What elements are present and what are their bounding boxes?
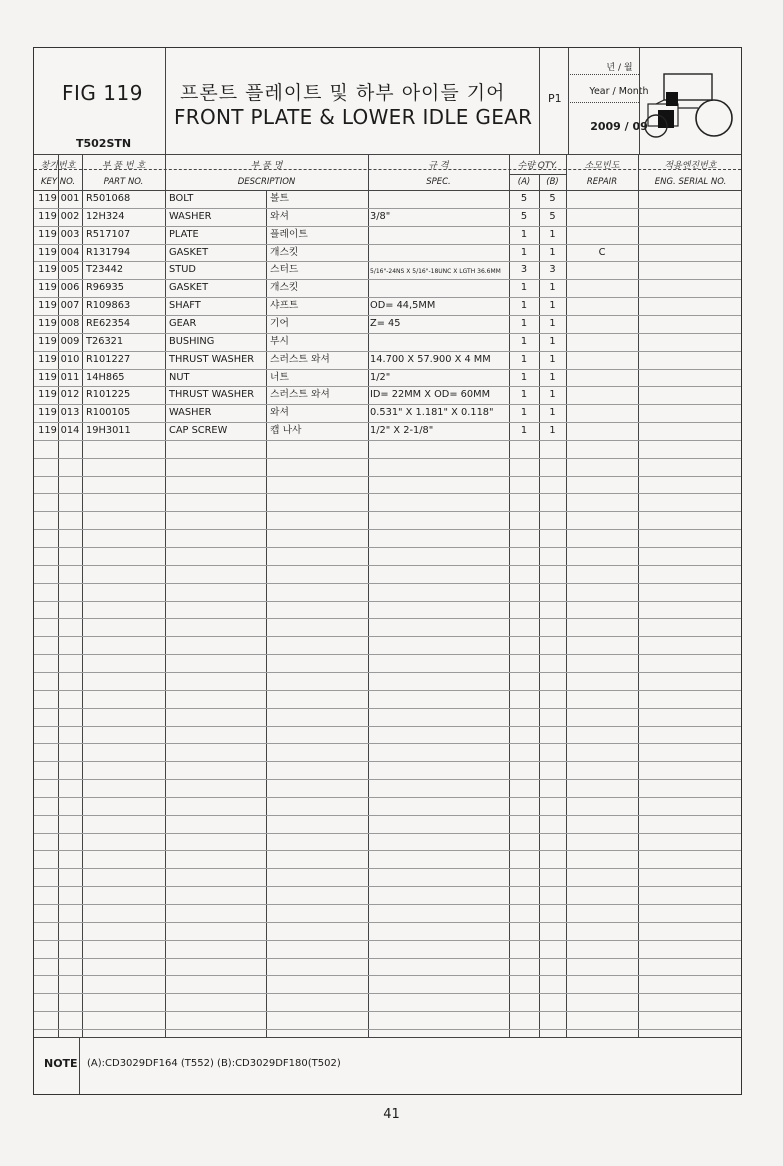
cell-a: 1 bbox=[520, 317, 528, 329]
cell-b: 1 bbox=[549, 371, 556, 383]
cell-a: 1 bbox=[520, 335, 528, 347]
cell-desc-ko: 플레이트 bbox=[270, 228, 308, 240]
cell-key: 012 bbox=[60, 389, 80, 401]
cell-a: 5 bbox=[520, 193, 528, 204]
cell-desc-ko: 스러스트 와셔 bbox=[270, 353, 330, 365]
cell-key: 008 bbox=[60, 317, 80, 329]
cell-fig: 119 bbox=[38, 210, 57, 222]
cell-fig: 119 bbox=[38, 264, 57, 276]
cell-repair: C bbox=[598, 246, 606, 258]
parts-catalog-sheet bbox=[33, 47, 742, 1095]
col-header-repair: REPAIR bbox=[586, 177, 618, 187]
cell-a: 1 bbox=[520, 371, 528, 383]
cell-spec: ID= 22MM X OD= 60MM bbox=[370, 389, 491, 401]
cell-key: 006 bbox=[60, 282, 80, 294]
cell-b: 1 bbox=[549, 407, 556, 419]
cell-a: 3 bbox=[520, 264, 528, 276]
row-rule bbox=[34, 351, 741, 352]
cell-key: 005 bbox=[60, 264, 80, 276]
cell-desc-ko: 볼트 bbox=[270, 193, 289, 204]
note-label: NOTE bbox=[44, 1057, 78, 1070]
col-header-qty-b: (B) bbox=[546, 177, 559, 187]
cell-desc-en: SHAFT bbox=[169, 300, 201, 312]
cell-desc-en: THRUST WASHER bbox=[169, 353, 255, 365]
note-divider bbox=[34, 1037, 741, 1038]
row-rule bbox=[34, 940, 741, 941]
cell-part: T26321 bbox=[86, 335, 124, 347]
qty-subdivider bbox=[509, 174, 566, 175]
cell-fig: 119 bbox=[38, 371, 57, 383]
cell-desc-ko: 샤프트 bbox=[270, 300, 299, 312]
page-number: 41 bbox=[383, 1107, 400, 1122]
cell-part: R101225 bbox=[86, 389, 131, 401]
col-header-part-ko: 부 품 번 호 bbox=[101, 161, 146, 171]
cell-desc-ko: 너트 bbox=[270, 371, 289, 383]
row-rule bbox=[34, 833, 741, 834]
row-rule bbox=[34, 297, 741, 298]
col-header-serial-ko: 적용엔진번호 bbox=[664, 161, 717, 171]
row-rule bbox=[34, 797, 741, 798]
row-rule bbox=[34, 369, 741, 370]
col-line-desc-ko bbox=[266, 190, 267, 1037]
cell-fig: 119 bbox=[38, 335, 57, 347]
cell-desc-en: THRUST WASHER bbox=[169, 389, 255, 401]
cell-b: 5 bbox=[549, 210, 556, 222]
cell-b: 1 bbox=[549, 246, 556, 258]
cell-key: 002 bbox=[60, 210, 80, 222]
cell-b: 1 bbox=[549, 335, 556, 347]
cell-desc-ko: 캡 나사 bbox=[270, 425, 302, 437]
cell-part: R96935 bbox=[86, 282, 124, 294]
cell-part: R109863 bbox=[86, 300, 131, 312]
cell-desc-ko: 스러스트 와셔 bbox=[270, 389, 330, 401]
cell-desc-en: GEAR bbox=[169, 317, 197, 329]
cell-b: 1 bbox=[549, 425, 556, 437]
row-rule bbox=[34, 529, 741, 530]
row-rule bbox=[34, 333, 741, 334]
row-rule bbox=[34, 565, 741, 566]
year-month-value: 2009 / 09 bbox=[590, 120, 648, 133]
cell-b: 1 bbox=[549, 389, 556, 401]
cell-desc-ko: 스터드 bbox=[270, 264, 299, 276]
row-rule bbox=[34, 279, 741, 280]
cell-b: 1 bbox=[549, 353, 556, 365]
row-rule bbox=[34, 922, 741, 923]
year-month-korean: 년 / 월 bbox=[606, 63, 633, 73]
cell-fig: 119 bbox=[38, 317, 57, 329]
cell-b: 1 bbox=[549, 317, 556, 329]
cell-desc-ko: 개스킷 bbox=[270, 282, 299, 294]
cell-desc-ko: 와셔 bbox=[270, 407, 289, 419]
cell-spec: 5/16"-24NS X 5/16"-18UNC X LGTH 36.6MM bbox=[370, 268, 501, 276]
cell-part: R131794 bbox=[86, 246, 131, 258]
header-vline-2 bbox=[539, 48, 540, 154]
cell-key: 007 bbox=[60, 300, 80, 312]
year-month-label: Year / Month bbox=[589, 86, 649, 97]
col-header-key-ko: 찾기번호 bbox=[40, 161, 76, 171]
row-rule bbox=[34, 868, 741, 869]
title-korean: 프론트 플레이트 및 하부 아이들 기어 bbox=[180, 82, 506, 104]
row-rule bbox=[34, 1029, 741, 1030]
cell-desc-en: NUT bbox=[169, 371, 190, 383]
header-divider bbox=[34, 154, 741, 155]
header-vline-1 bbox=[165, 48, 166, 154]
cell-desc-en: STUD bbox=[169, 264, 196, 276]
cell-b: 3 bbox=[549, 264, 556, 276]
cell-a: 1 bbox=[520, 228, 528, 240]
cell-desc-en: GASKET bbox=[169, 246, 209, 258]
cell-fig: 119 bbox=[38, 389, 57, 401]
cell-fig: 119 bbox=[38, 228, 57, 240]
row-rule bbox=[34, 315, 741, 316]
cell-spec: Z= 45 bbox=[370, 317, 401, 329]
row-rule bbox=[34, 476, 741, 477]
cell-fig: 119 bbox=[38, 246, 57, 258]
row-rule bbox=[34, 850, 741, 851]
cell-desc-ko: 와셔 bbox=[270, 210, 289, 222]
header-vline-3 bbox=[568, 48, 569, 154]
cell-part: 19H3011 bbox=[86, 425, 131, 437]
col-header-spec-ko: 규 격 bbox=[428, 161, 449, 171]
cell-b: 1 bbox=[549, 300, 556, 312]
ym-divider-1 bbox=[568, 74, 639, 75]
cell-a: 1 bbox=[520, 389, 528, 401]
col-header-spec: SPEC. bbox=[426, 177, 451, 187]
col-header-desc: DESCRIPTION bbox=[237, 177, 296, 187]
cell-key: 004 bbox=[60, 246, 80, 258]
cell-desc-en: BUSHING bbox=[169, 335, 215, 347]
row-rule bbox=[34, 208, 741, 209]
row-rule bbox=[34, 601, 741, 602]
cell-key: 009 bbox=[60, 335, 80, 347]
cell-a: 1 bbox=[520, 407, 528, 419]
row-rule bbox=[34, 547, 741, 548]
cell-a: 1 bbox=[520, 425, 528, 437]
cell-part: RE62354 bbox=[86, 317, 131, 329]
cell-fig: 119 bbox=[38, 193, 57, 204]
row-rule bbox=[34, 261, 741, 262]
cell-desc-ko: 기어 bbox=[270, 317, 289, 329]
model-code: T502STN bbox=[76, 137, 132, 150]
row-rule bbox=[34, 975, 741, 976]
row-rule bbox=[34, 904, 741, 905]
cell-key: 003 bbox=[60, 228, 80, 240]
cell-fig: 119 bbox=[38, 282, 57, 294]
header-vline-4 bbox=[639, 48, 640, 154]
cell-fig: 119 bbox=[38, 300, 57, 312]
row-rule bbox=[34, 244, 741, 245]
row-rule bbox=[34, 511, 741, 512]
cell-part: R517107 bbox=[86, 228, 131, 240]
cell-b: 1 bbox=[549, 282, 556, 294]
cell-part: R101227 bbox=[86, 353, 131, 365]
row-rule bbox=[34, 815, 741, 816]
cell-desc-ko: 부시 bbox=[270, 335, 289, 347]
row-rule bbox=[34, 458, 741, 459]
col-header-key: KEY NO. bbox=[40, 177, 76, 187]
figure-label: FIG 119 bbox=[62, 81, 143, 105]
cell-desc-en: GASKET bbox=[169, 282, 209, 294]
column-header-divider bbox=[34, 190, 741, 191]
row-rule bbox=[34, 386, 741, 387]
cell-key: 001 bbox=[60, 193, 80, 204]
cell-part: 12H324 bbox=[86, 210, 125, 222]
note-vline bbox=[79, 1037, 80, 1094]
cell-part: 14H865 bbox=[86, 371, 125, 383]
ym-divider-2 bbox=[568, 102, 639, 103]
cell-desc-en: PLATE bbox=[169, 228, 199, 240]
cell-key: 014 bbox=[60, 425, 80, 437]
cell-desc-en: WASHER bbox=[169, 210, 212, 222]
cell-b: 1 bbox=[549, 228, 556, 240]
row-rule bbox=[34, 440, 741, 441]
cell-a: 5 bbox=[520, 210, 528, 222]
cell-desc-en: BOLT bbox=[169, 193, 194, 204]
row-rule bbox=[34, 404, 741, 405]
cell-b: 5 bbox=[549, 193, 556, 204]
title-english: FRONT PLATE & LOWER IDLE GEAR bbox=[174, 105, 533, 129]
cell-spec: 0.531" X 1.181" X 0.118" bbox=[370, 407, 494, 419]
row-rule bbox=[34, 636, 741, 637]
row-rule bbox=[34, 779, 741, 780]
col-header-serial: ENG. SERIAL NO. bbox=[654, 177, 727, 187]
cell-desc-en: CAP SCREW bbox=[169, 425, 228, 437]
col-header-part: PART NO. bbox=[103, 177, 144, 187]
cell-desc-ko: 개스킷 bbox=[270, 246, 299, 258]
cell-part: R100105 bbox=[86, 407, 131, 419]
col-header-qty-ko: 수량 QTY. bbox=[517, 161, 558, 171]
cell-part: R501068 bbox=[86, 193, 131, 204]
cell-spec: OD= 44,5MM bbox=[370, 300, 436, 312]
page-reference: P1 bbox=[548, 92, 562, 105]
row-rule bbox=[34, 886, 741, 887]
row-rule bbox=[34, 708, 741, 709]
row-rule bbox=[34, 690, 741, 691]
cell-a: 1 bbox=[520, 300, 528, 312]
cell-a: 1 bbox=[520, 353, 528, 365]
cell-desc-en: WASHER bbox=[169, 407, 212, 419]
cell-spec: 3/8" bbox=[370, 210, 391, 222]
row-rule bbox=[34, 618, 741, 619]
cell-a: 1 bbox=[520, 246, 528, 258]
row-rule bbox=[34, 743, 741, 744]
cell-spec: 1/2" bbox=[370, 371, 391, 383]
row-rule bbox=[34, 583, 741, 584]
cell-spec: 1/2" X 2-1/8" bbox=[370, 425, 434, 437]
cell-key: 013 bbox=[60, 407, 80, 419]
row-rule bbox=[34, 1011, 741, 1012]
note-text: (A):CD3029DF164 (T552) (B):CD3029DF180(T502) bbox=[87, 1058, 341, 1069]
row-rule bbox=[34, 993, 741, 994]
row-rule bbox=[34, 726, 741, 727]
row-rule bbox=[34, 761, 741, 762]
cell-fig: 119 bbox=[38, 407, 57, 419]
col-header-qty-a: (A) bbox=[517, 177, 531, 187]
row-rule bbox=[34, 422, 741, 423]
cell-fig: 119 bbox=[38, 425, 57, 437]
cell-part: T23442 bbox=[86, 264, 124, 276]
row-rule bbox=[34, 672, 741, 673]
col-header-desc-ko: 부 품 명 bbox=[250, 161, 283, 171]
col-header-repair-ko: 소모빈도 bbox=[584, 161, 620, 171]
row-rule bbox=[34, 958, 741, 959]
row-rule bbox=[34, 226, 741, 227]
cell-key: 011 bbox=[60, 371, 80, 383]
row-rule bbox=[34, 654, 741, 655]
row-rule bbox=[34, 493, 741, 494]
cell-key: 010 bbox=[60, 353, 80, 365]
tractor-icon bbox=[642, 70, 736, 144]
cell-a: 1 bbox=[520, 282, 528, 294]
cell-spec: 14.700 X 57.900 X 4 MM bbox=[370, 353, 491, 365]
cell-fig: 119 bbox=[38, 353, 57, 365]
